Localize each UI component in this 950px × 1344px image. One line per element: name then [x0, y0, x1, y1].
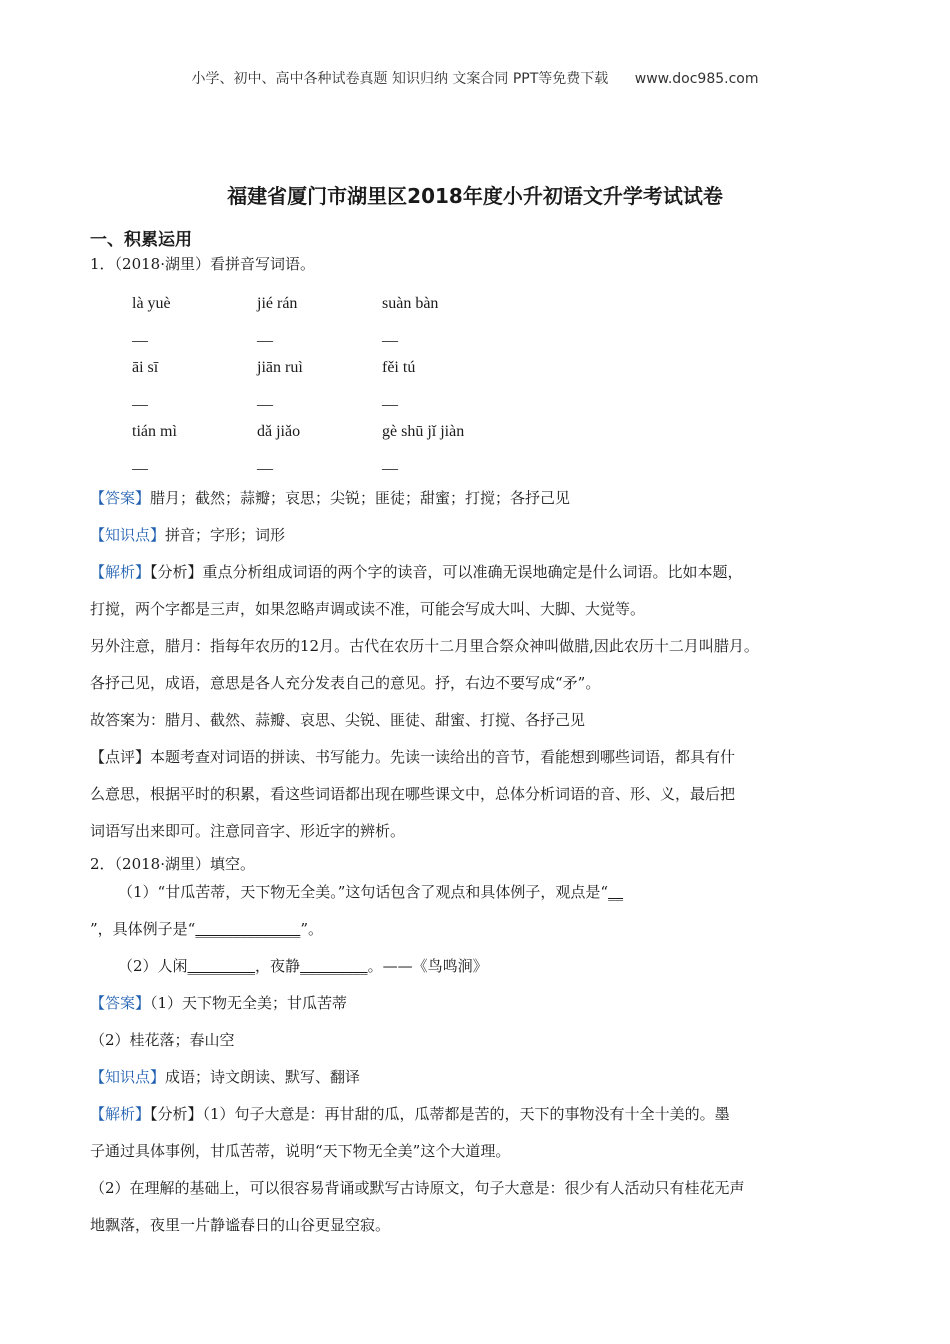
answer-blank: __ [132, 455, 148, 472]
pinyin-grid [132, 288, 870, 480]
pinyin-row [132, 352, 870, 384]
q2-part2 [118, 948, 870, 985]
q1-stem: 1．（2018·湖里）看拼音写词语。 [90, 255, 315, 273]
review-line: 么意思，根据平时的积累，看这些词语都出现在哪些课文中，总体分析词语的音、形、义，最后把 [90, 785, 736, 803]
q2-part1-text: ”。 [300, 920, 324, 938]
pinyin-cell: fěi tú [382, 359, 416, 376]
answer-blank: __ [132, 391, 148, 408]
page-header [0, 68, 950, 88]
answer-blank: __ [257, 391, 273, 408]
q2-knowledge-point [90, 1059, 870, 1096]
q2-part1 [118, 874, 870, 911]
kp-tag: 【知识点】 [90, 1068, 166, 1086]
answer-tag: 【答案】 [90, 489, 151, 507]
blank-row [132, 384, 870, 416]
pinyin-cell: suàn bàn [382, 295, 439, 312]
q2-part2-text: 。——《鸟鸣涧》 [367, 957, 488, 975]
pinyin-cell: āi sī [132, 359, 159, 376]
kp-text: 拼音；字形；词形 [165, 526, 286, 544]
pinyin-row [132, 288, 870, 320]
q1-analysis [90, 554, 870, 591]
section-heading: 一、积累运用 [90, 230, 192, 250]
q2-part1-text: ”，具体例子是“ [90, 920, 196, 938]
answer-line: （2）桂花落；春山空 [90, 1031, 235, 1049]
q2-part1-text: （1）“甘瓜苦蒂，天下物无全美。”这句话包含了观点和具体例子，观点是“ [118, 883, 609, 901]
fill-blank: ______________ [195, 920, 301, 938]
pinyin-cell: gè shū jǐ jiàn [382, 423, 465, 440]
analysis-text: 【分析】重点分析组成词语的两个字的读音，可以准确无误地确定是什么词语。比如本题， [150, 563, 743, 581]
pinyin-cell: jié rán [257, 295, 298, 312]
analysis-tag: 【解析】 [90, 1105, 151, 1123]
fill-blank: __ [608, 883, 624, 901]
analysis-tag: 【解析】 [90, 563, 151, 581]
pinyin-cell: jiān ruì [257, 359, 303, 376]
pinyin-cell: tián mì [132, 423, 177, 440]
review-line: 词语写出来即可。注意同音字、形近字的辨析。 [90, 822, 406, 840]
answer-blank: __ [257, 455, 273, 472]
q2-stem: 2．（2018·湖里）填空。 [90, 855, 255, 873]
answer-blank: __ [382, 455, 398, 472]
q2-analysis [90, 1096, 870, 1133]
answer-blank: __ [382, 391, 398, 408]
answer-blank: __ [257, 327, 273, 344]
answer-blank: __ [132, 327, 148, 344]
answer-blank: __ [382, 327, 398, 344]
q2-part2-text: ，夜静 [255, 957, 301, 975]
pinyin-row [132, 416, 870, 448]
blank-row [132, 320, 870, 352]
q2-part2-text: （2）人闲 [118, 957, 188, 975]
q1-knowledge-point [90, 517, 870, 554]
header-url[interactable]: www.doc985.com [634, 71, 759, 87]
analysis-line: 各抒己见，成语，意思是各人充分发表自己的意见。抒，右边不要写成“矛”。 [90, 674, 601, 692]
review-line: 【点评】本题考查对词语的拼读、书写能力。先读一读给出的音节，看能想到哪些词语，都具有什 [90, 748, 736, 766]
pinyin-cell: dǎ jiǎo [257, 423, 301, 440]
answer-tag: 【答案】 [90, 994, 151, 1012]
document-title: 福建省厦门市湖里区2018年度小升初语文升学考试试卷 [227, 184, 723, 208]
analysis-line: 地飘落，夜里一片静谧春日的山谷更显空寂。 [90, 1216, 391, 1234]
q2-answer [90, 985, 870, 1022]
fill-blank: _________ [300, 957, 368, 975]
analysis-line: 打搅，两个字都是三声，如果忽略声调或读不准，可能会写成大叫、大脚、大觉等。 [90, 600, 646, 618]
q1-answer [90, 480, 870, 517]
answer-text: 腊月；截然；蒜瓣；哀思；尖锐；匪徒；甜蜜；打搅；各抒己见 [150, 489, 571, 507]
analysis-line: 子通过具体事例，甘瓜苦蒂，说明“天下物无全美”这个大道理。 [90, 1142, 511, 1160]
fill-blank: _________ [187, 957, 256, 975]
blank-row [132, 448, 870, 480]
analysis-line: 故答案为：腊月、截然、蒜瓣、哀思、尖锐、匪徒、甜蜜、打搅、各抒己见 [90, 711, 586, 729]
header-text: 小学、初中、高中各种试卷真题 知识归纳 文案合同 PPT等免费下载 [191, 71, 609, 87]
document-body [90, 230, 870, 1244]
pinyin-cell: là yuè [132, 295, 171, 312]
kp-tag: 【知识点】 [90, 526, 166, 544]
analysis-line: （2）在理解的基础上，可以很容易背诵或默写古诗原文，句子大意是：很少有人活动只有桂花无声 [90, 1179, 745, 1197]
analysis-line: 另外注意，腊月：指每年农历的12月。古代在农历十二月里合祭众神叫做腊,因此农历十二月叫腊月。 [90, 637, 759, 655]
q2-part1-cont [90, 911, 870, 948]
answer-text: （1）天下物无全美；甘瓜苦蒂 [150, 994, 348, 1012]
analysis-text: 【分析】（1）句子大意是：再甘甜的瓜，瓜蒂都是苦的，天下的事物没有十全十美的。墨 [150, 1105, 730, 1123]
kp-text: 成语；诗文朗读、默写、翻译 [165, 1068, 361, 1086]
